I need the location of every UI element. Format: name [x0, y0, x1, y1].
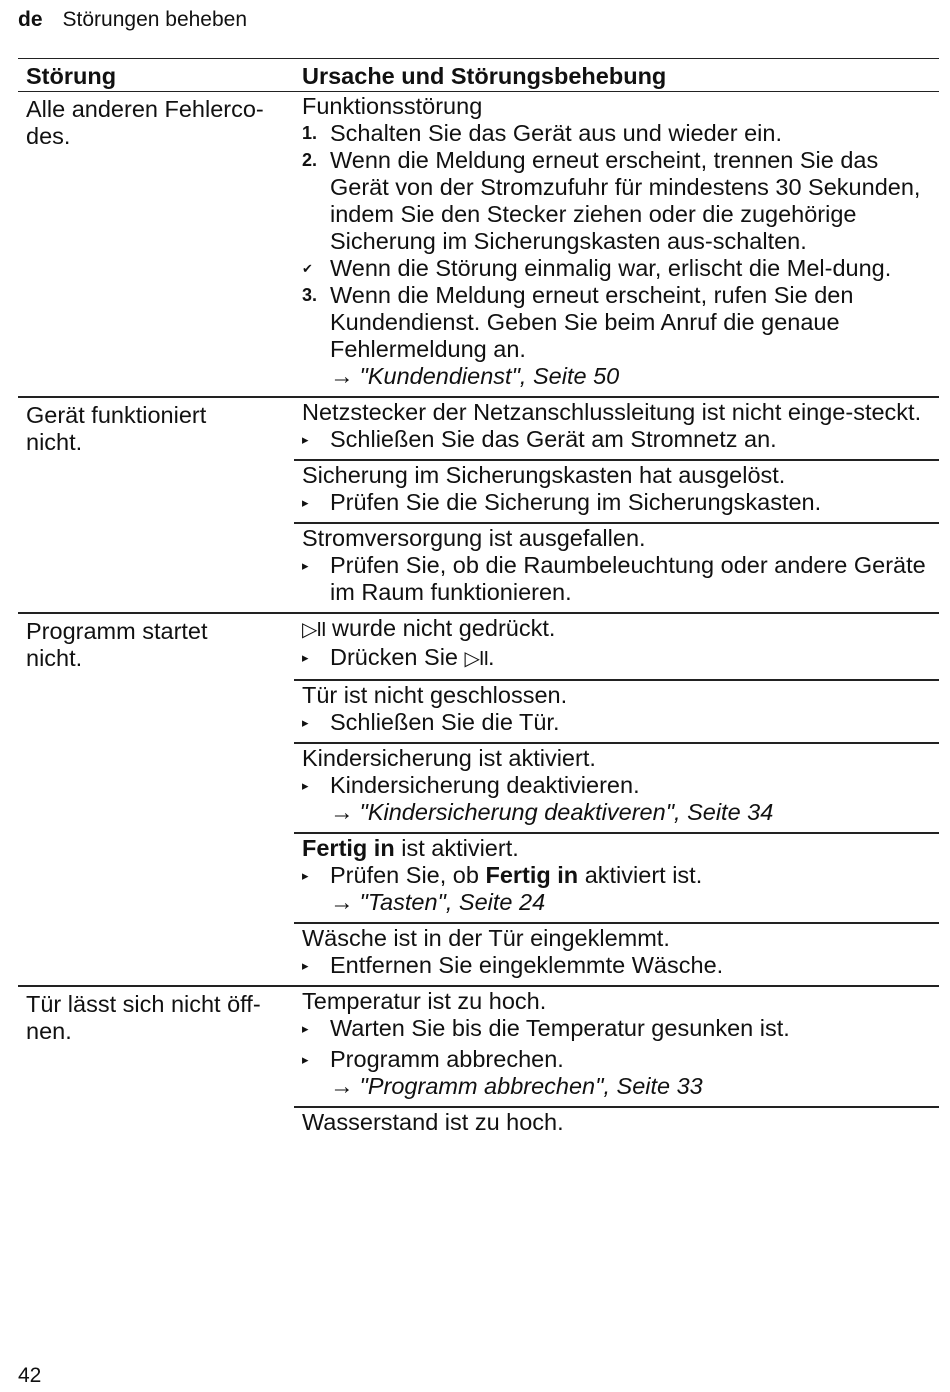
bullet-icon: ▸	[302, 495, 309, 510]
page-header	[18, 8, 247, 32]
arrow-icon: →	[330, 1073, 354, 1099]
cause-block: Wasserstand ist zu hoch.	[294, 1106, 939, 1142]
bullet-icon: ▸	[302, 778, 309, 793]
action: ▸ Prüfen Sie die Sicherung im Sicherungskasten.	[302, 489, 822, 515]
action: ▸ Kindersicherung deaktivieren.	[302, 772, 640, 798]
language-code: de	[18, 8, 43, 31]
bullet-icon: ▸	[302, 650, 309, 665]
step-2: 2. Wenn die Meldung erneut erscheint, trennen Sie das Gerät von der Stromzufuhr für mindestens 30 Sekunden, indem Sie den Stecker ziehen oder die zugehörige Sicherung im Sicherungskasten aus-schalten.	[302, 147, 921, 254]
action: ▸ Entfernen Sie eingeklemmte Wäsche.	[302, 952, 724, 978]
section-title: Störungen beheben	[62, 8, 248, 31]
troubleshooting-table	[18, 58, 939, 1142]
bullet-icon: ▸	[302, 558, 309, 573]
fault-cell: Gerät funktioniert nicht.	[18, 397, 294, 613]
bullet-icon: ▸	[302, 958, 309, 973]
cause-block: Sicherung im Sicherungskasten hat ausgelöst. ▸ Prüfen Sie die Sicherung im Sicherungskasten.	[294, 459, 939, 522]
cross-reference: → "Tasten", Seite 24	[330, 889, 546, 915]
action: ▸ Programm abbrechen.	[302, 1046, 564, 1072]
page-number: 42	[18, 1364, 42, 1387]
bullet-icon: ▸	[302, 1021, 309, 1036]
fault-cell: Programm startet nicht.	[18, 613, 294, 986]
cause-text: Funktionsstörung	[302, 93, 483, 119]
bullet-icon: ▸	[302, 1052, 309, 1067]
cross-reference: → "Kundendienst", Seite 50	[330, 363, 620, 389]
action: ▸ Warten Sie bis die Temperatur gesunken ist.	[302, 1015, 790, 1041]
bullet-icon: ▸	[302, 432, 309, 447]
start-pause-icon: ▷II	[302, 619, 326, 641]
start-pause-icon: ▷II	[464, 648, 489, 670]
cause-block: Fertig in ist aktiviert. ▸ Prüfen Sie, ob Fertig in aktiviert ist. → "Tasten", Seite 24	[294, 832, 939, 922]
result: ✔ Wenn die Störung einmalig war, erlischt die Mel-dung.	[302, 255, 892, 281]
table-row	[18, 986, 939, 1142]
arrow-icon: →	[330, 799, 354, 825]
cause-block: Wäsche ist in der Tür eingeklemmt. ▸ Entfernen Sie eingeklemmte Wäsche.	[294, 922, 939, 985]
cause-block: Tür ist nicht geschlossen. ▸ Schließen Sie die Tür.	[294, 679, 939, 742]
cause-block	[294, 92, 939, 396]
cause-block: Netzstecker der Netzanschlussleitung ist nicht einge-steckt. ▸ Schließen Sie das Gerät am Stromnetz an.	[294, 398, 939, 459]
cause-block: ▷II wurde nicht gedrückt. ▸ Drücken Sie ▷II.	[294, 614, 939, 679]
check-icon: ✔	[302, 261, 313, 276]
cross-reference: → "Programm abbrechen", Seite 33	[330, 1073, 703, 1099]
table-row	[18, 397, 939, 613]
action: ▸ Prüfen Sie, ob die Raumbeleuchtung oder andere Geräte im Raum funktionieren.	[302, 552, 926, 605]
action: ▸ Schließen Sie das Gerät am Stromnetz an.	[302, 426, 777, 452]
arrow-icon: →	[330, 363, 354, 389]
arrow-icon: →	[330, 889, 354, 915]
column-header-fault: Störung	[18, 59, 294, 92]
action: ▸ Drücken Sie ▷II.	[302, 644, 939, 673]
cause-block: Kindersicherung ist aktiviert. ▸ Kindersicherung deaktivieren. → "Kindersicherung deaktiveren", Seite 34	[294, 742, 939, 832]
action: ▸ Schließen Sie die Tür.	[302, 709, 560, 735]
bullet-icon: ▸	[302, 868, 309, 883]
fault-cell: Tür lässt sich nicht öff- nen.	[18, 986, 294, 1142]
cause-block: Temperatur ist zu hoch. ▸ Warten Sie bis die Temperatur gesunken ist. ▸ Programm abbrechen. → "Programm abbrechen", Seite 33	[294, 987, 939, 1106]
cross-reference: → "Kindersicherung deaktiveren", Seite 34	[330, 799, 774, 825]
step-3: 3. Wenn die Meldung erneut erscheint, rufen Sie den Kundendienst. Geben Sie beim Anruf die genaue Fehlermeldung an.	[302, 282, 854, 362]
table-row	[18, 92, 939, 398]
action: ▸ Prüfen Sie, ob Fertig in aktiviert ist.	[302, 862, 703, 888]
step-1: 1. Schalten Sie das Gerät aus und wieder ein.	[302, 120, 782, 146]
column-header-cause: Ursache und Störungsbehebung	[294, 59, 939, 92]
cause-block: Stromversorgung ist ausgefallen. ▸ Prüfen Sie, ob die Raumbeleuchtung oder andere Geräte im Raum funktionieren.	[294, 522, 939, 612]
fault-cell: Alle anderen Fehlerco- des.	[26, 96, 264, 149]
bullet-icon: ▸	[302, 715, 309, 730]
table-row	[18, 613, 939, 986]
